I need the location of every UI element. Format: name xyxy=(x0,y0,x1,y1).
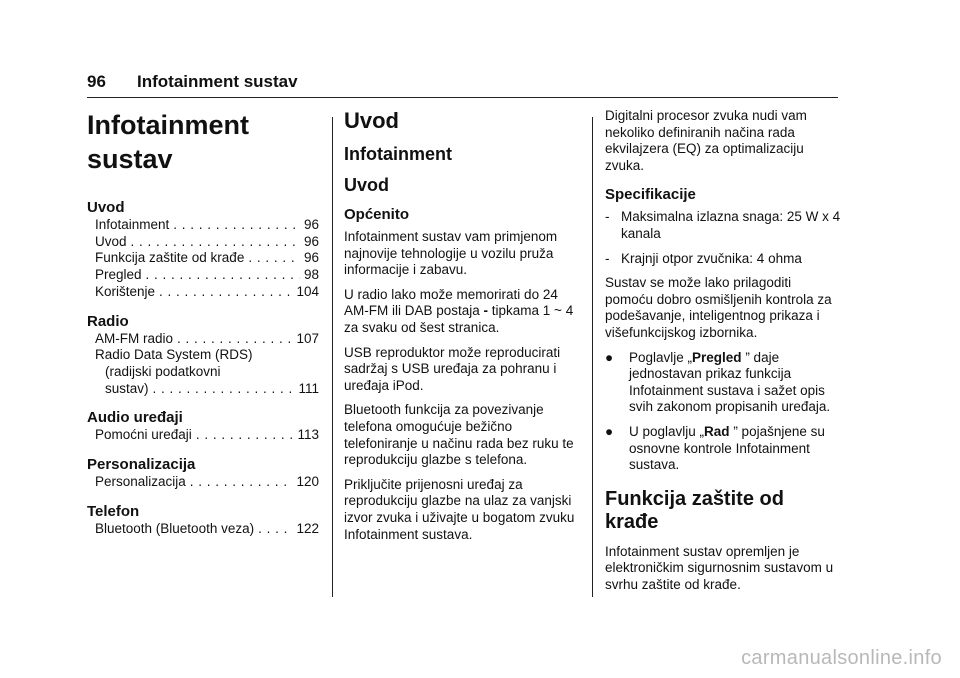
toc-entry-label-cont: (radijski podatkovni xyxy=(105,363,221,379)
paragraph: Infotainment sustav opremljen je elektroničkim sigurnosnim sustavom u svrhu zaštite od krađe. xyxy=(605,543,834,592)
toc-section-personalization: Personalizacija xyxy=(87,456,196,474)
toc-entry-label: Pomoćni uređaji xyxy=(95,427,192,443)
toc-entry[interactable] xyxy=(87,381,319,398)
bullet-item xyxy=(605,350,841,416)
details-column xyxy=(605,108,841,601)
toc-entry-label: Pregled xyxy=(95,267,142,283)
key-symbol: - xyxy=(483,303,489,319)
toc-entry-label: Uvod xyxy=(95,233,127,249)
bullet-text: Poglavlje „Pregled ” daje jednostavan prikaz funkcija Infotainment sustava i sažet opis svih zakonom propisanih uređaja. xyxy=(629,349,831,415)
header-divider xyxy=(87,97,838,98)
page-number: 96 xyxy=(87,72,106,91)
section-heading-theft-protection: Funkcija zaštite od krađe xyxy=(605,487,784,533)
toc-entry[interactable] xyxy=(87,234,319,251)
spec-text: Krajnji otpor zvučnika: 4 ohma xyxy=(621,250,802,266)
paragraph: Sustav se može lako prilagoditi pomoću dobro osmišljenih kontrola za podešavanje, inteligentnog prikaza i višefunkcijskog izbornika. xyxy=(605,275,832,340)
paragraph-text: U radio lako može memorirati do 24 AM-FM ili DAB postaja xyxy=(344,286,558,319)
toc-entry-page: 96 xyxy=(303,233,319,249)
bullet-icon: ● xyxy=(605,349,614,365)
toc-entry-label[interactable]: Radio Data System (RDS) xyxy=(95,347,253,363)
toc-entry-label-cont: sustav) xyxy=(105,380,149,396)
toc-entry[interactable] xyxy=(87,217,319,234)
paragraph: Bluetooth funkcija za povezivanje telefona omogućuje bežično telefoniranje u načinu rada bez ruku te reprodukciju glazbe s telefona. xyxy=(344,402,574,468)
heading-specifikacije: Specifikacije xyxy=(605,186,696,204)
chapter-heading-line2: sustav xyxy=(87,144,173,174)
watermark: carmanualsonline.info xyxy=(741,647,942,669)
subsection-heading-infotainment: Infotainment xyxy=(344,144,452,164)
spec-item xyxy=(605,251,841,268)
toc-entry[interactable] xyxy=(87,331,319,348)
toc-entry-page: 96 xyxy=(303,250,319,266)
toc-entry-label: Korištenje xyxy=(95,283,156,299)
section-heading-uvod: Uvod xyxy=(344,108,399,133)
chapter-reference-rad[interactable]: Rad xyxy=(704,423,730,439)
page-header xyxy=(87,72,298,92)
paragraph-text: tipkama 1 ~ 4 za svaku od šest stranica. xyxy=(344,303,574,335)
column-divider-2 xyxy=(592,117,593,597)
paragraph: Priključite prijenosni uređaj za reprodukciju glazbe na ulaz za vanjski izvor zvuka i uživajte u bogatom zvuku Infotainment sustava. xyxy=(344,476,575,542)
toc-entry-page: 104 xyxy=(296,283,319,299)
toc-entry-label: Bluetooth (Bluetooth veza) xyxy=(95,520,255,536)
dash-marker: - xyxy=(605,250,610,266)
toc-entry-page: 113 xyxy=(297,427,319,443)
bullet-item xyxy=(605,424,841,474)
heading-opcenito: Općenito xyxy=(344,206,410,223)
toc-entry[interactable] xyxy=(87,427,319,444)
toc-section-audio: Audio uređaji xyxy=(87,409,183,427)
toc-section-telefon: Telefon xyxy=(87,502,140,520)
toc-entry-label: Funkcija zaštite od krađe xyxy=(95,250,245,266)
toc-entry-page: 111 xyxy=(298,380,319,396)
toc-entry[interactable] xyxy=(87,284,319,301)
toc-entry-page: 107 xyxy=(296,330,319,346)
spec-text: Maksimalna izlazna snaga: 25 W x 4 kanala xyxy=(621,209,841,241)
bullet-icon: ● xyxy=(605,423,614,439)
toc-entry-label: AM-FM radio xyxy=(95,330,174,346)
chapter-heading xyxy=(87,108,319,176)
toc-section-uvod: Uvod xyxy=(87,199,125,216)
toc-entry-page: 96 xyxy=(303,217,319,232)
toc-entry[interactable] xyxy=(87,267,319,284)
chapter-reference-pregled[interactable]: Pregled xyxy=(692,349,742,365)
toc-entry-page: 98 xyxy=(303,267,319,283)
toc-entry-page: 120 xyxy=(296,474,319,490)
subsection-heading-uvod: Uvod xyxy=(344,175,389,195)
toc-entry[interactable] xyxy=(87,250,319,267)
toc-entry-page: 122 xyxy=(296,520,319,536)
paragraph: Infotainment sustav vam primjenom najnovije tehnologije u vozilu pruža informacije i zabavu. xyxy=(344,229,558,278)
toc-entry[interactable] xyxy=(87,474,319,491)
paragraph xyxy=(344,287,577,337)
chapter-title: Infotainment sustav xyxy=(137,72,298,91)
toc-column xyxy=(87,108,319,537)
toc-entry-label: Personalizacija xyxy=(95,474,186,490)
bullet-text: U poglavlju „Rad ” pojašnjene su osnovne kontrole Infotainment sustava. xyxy=(629,423,825,473)
intro-column xyxy=(344,108,577,551)
paragraph: USB reproduktor može reproducirati sadržaj s USB uređaja za pohranu i uređaja iPod. xyxy=(344,344,561,393)
toc-section-radio: Radio xyxy=(87,312,129,330)
toc-entry[interactable] xyxy=(87,521,319,538)
chapter-heading-line1: Infotainment xyxy=(87,110,249,140)
toc-entry-label: Infotainment xyxy=(95,217,170,232)
dash-marker: - xyxy=(605,209,610,225)
column-divider-1 xyxy=(332,117,333,597)
paragraph: Digitalni procesor zvuka nudi vam nekoliko definiranih načina rada ekvilajzera (EQ) za optimalizaciju zvuka. xyxy=(605,108,807,173)
spec-item xyxy=(605,209,841,242)
